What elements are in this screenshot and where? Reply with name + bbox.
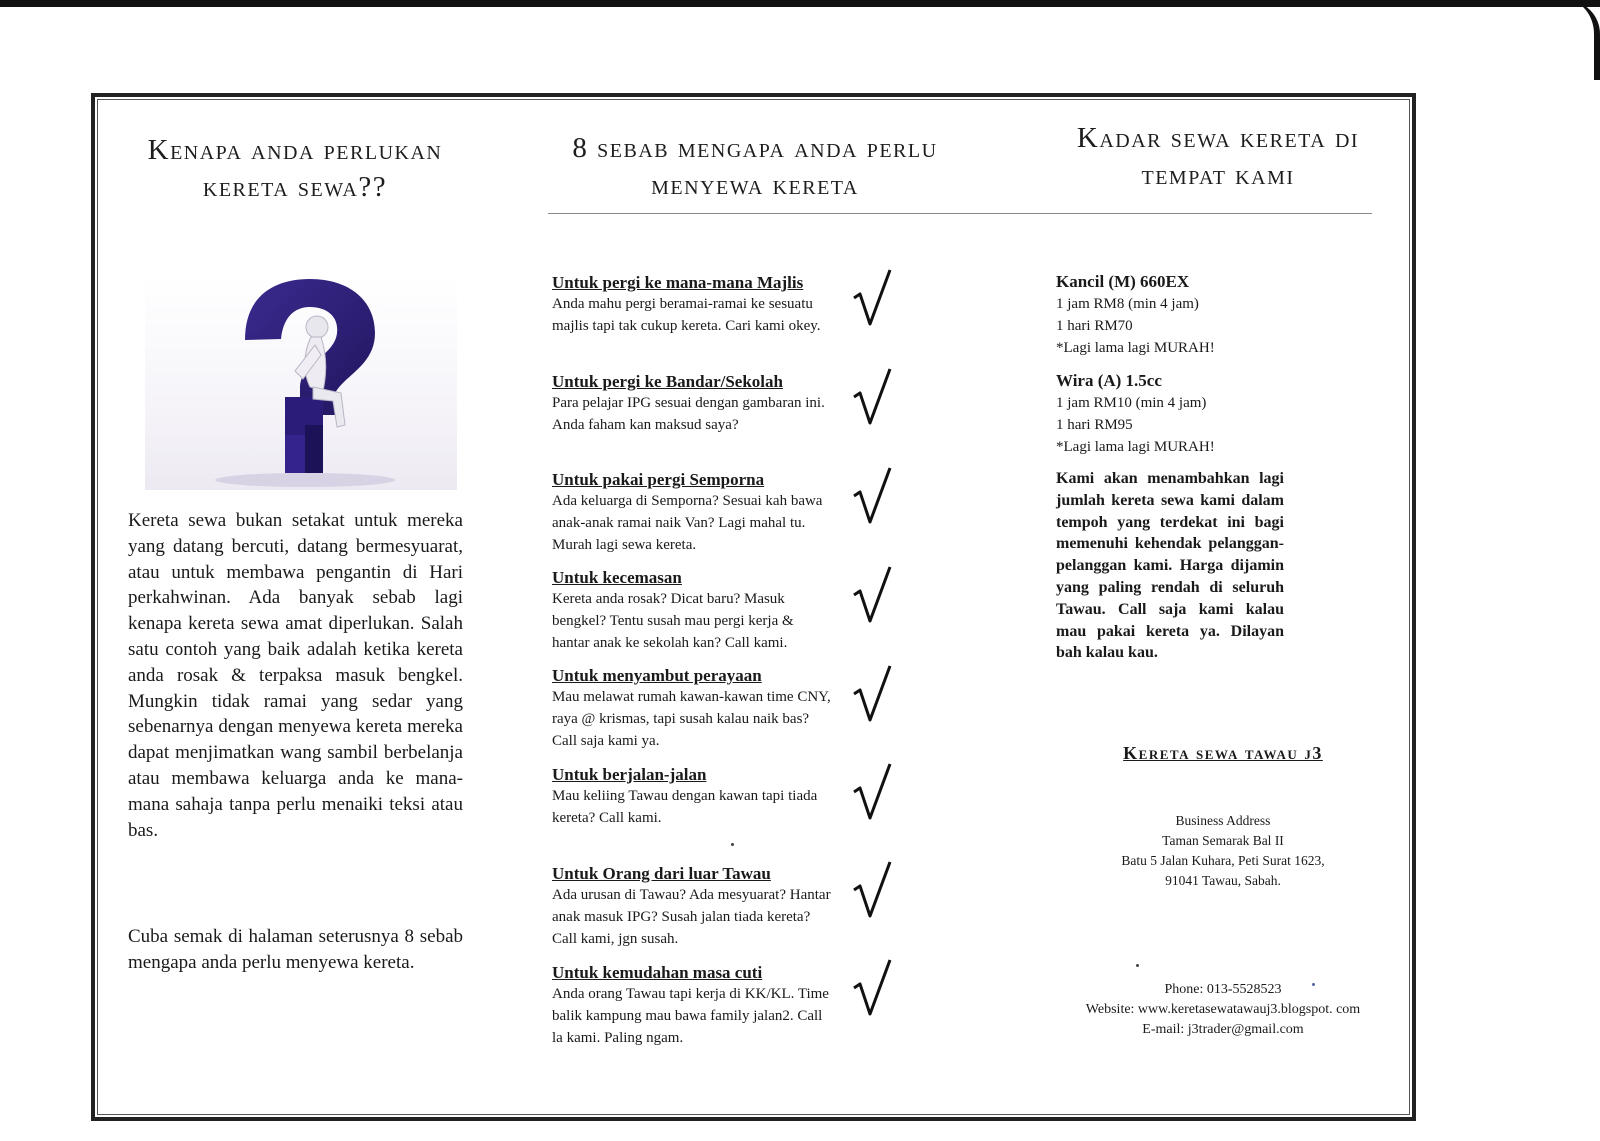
address-line3: 91041 Tawau, Sabah. (1165, 873, 1281, 888)
reason-title: Untuk kemudahan masa cuti (552, 963, 763, 982)
reason-title: Untuk menyambut perayaan (552, 666, 762, 685)
middle-heading-line1: 8 sebab mengapa anda perlu (572, 132, 938, 164)
middle-heading-line2: menyewa kereta (651, 169, 859, 201)
contact-info (1038, 980, 1408, 1040)
heading-rule (548, 213, 1372, 214)
rate-note: *Lagi lama lagi MURAH! (1056, 439, 1215, 455)
reason-description: Ada keluarga di Semporna? Sesuai kah bawa anak-anak ramai naik Van? Lagi mahal tu. Murah lagi sewa kereta. (552, 493, 823, 553)
right-paragraph: Kami akan menambahkan lagi jumlah kereta sewa kami dalam tempoh yang terdekat ini bagi memenuhi kehendak pelanggan-pelanggan kami. Harga dijamin yang paling rendah di seluruh Tawau. Call saja kami kalau mau pakai kereta ya. Dilayan bah kalau kau. (1056, 470, 1284, 662)
scan-corner-edge (1566, 0, 1600, 80)
reason-item (552, 665, 832, 752)
business-name: Kereta sewa tawau j3 (1123, 743, 1323, 763)
scan-speck (731, 843, 734, 846)
phone: Phone: 013-5528523 (1164, 982, 1282, 997)
business-address (1058, 811, 1388, 891)
right-heading (1045, 120, 1391, 194)
middle-heading (530, 130, 980, 204)
reason-item (552, 962, 832, 1049)
website: Website: www.keretasewatawauj3.blogspot. com (1085, 1002, 1361, 1017)
reason-item (552, 764, 832, 829)
reason-description: Para pelajar IPG sesuai dengan gambaran ini. Anda faham kan maksud saya? (552, 395, 825, 433)
left-paragraph-2: Cuba semak di halaman seterusnya 8 sebab mengapa anda perlu menyewa kereta. (128, 926, 463, 973)
address-line2: Batu 5 Jalan Kuhara, Peti Surat 1623, (1121, 853, 1325, 868)
check-mark-icon (852, 860, 894, 922)
left-paragraph-1: Kereta sewa bukan setakat untuk mereka yang datang bercuti, datang bermesyuarat, atau untuk membawa pengantin di Hari perkahwinan. Ada banyak sebab lagi kenapa kereta sewa amat diperlukan. Salah satu contoh yang baik adalah ketika kereta anda rosak & terpaksa masuk bengkel. Mungkin tidak ramai yang sedar yang sebenarnya dengan menyewa kereta mereka dapat menjimatkan wang sambil berbelanja atau membawa keluarga anda ke mana-mana sahaja tanpa perlu menaiki teksi atau bas. (128, 510, 463, 841)
rate-block (1056, 271, 1316, 359)
check-mark-icon (852, 367, 894, 429)
check-mark-icon (852, 664, 894, 726)
reason-description: Kereta anda rosak? Dicat baru? Masuk bengkel? Tentu susah mau pergi kerja & hantar anak ke sekolah kan? Call kami. (552, 591, 794, 651)
right-heading-line1: Kadar sewa kereta di (1076, 122, 1360, 154)
rate-hourly: 1 jam RM8 (min 4 jam) (1056, 296, 1199, 312)
reason-item (552, 272, 832, 337)
scan-speck (1312, 983, 1315, 986)
reason-title: Untuk pergi ke mana-mana Majlis (552, 273, 804, 292)
check-mark-icon (852, 762, 894, 824)
check-mark-icon (852, 466, 894, 528)
rate-daily: 1 hari RM95 (1056, 417, 1133, 433)
reason-description: Ada urusan di Tawau? Ada mesyuarat? Hantar anak masuk IPG? Susah jalan tiada kereta? Call kami, jgn susah. (552, 887, 831, 947)
rate-hourly: 1 jam RM10 (min 4 jam) (1056, 395, 1207, 411)
address-line1: Taman Semarak Bal II (1162, 833, 1284, 848)
check-mark-icon (852, 268, 894, 330)
reason-title: Untuk Orang dari luar Tawau (552, 864, 771, 883)
email: E-mail: j3trader@gmail.com (1142, 1022, 1304, 1037)
reason-title: Untuk pergi ke Bandar/Sekolah (552, 372, 783, 391)
reason-title: Untuk berjalan-jalan (552, 765, 707, 784)
reason-item (552, 469, 832, 556)
reason-item (552, 567, 832, 654)
right-heading-line2: tempat kami (1141, 159, 1295, 191)
reason-description: Mau keliing Tawau dengan kawan tapi tiada kereta? Call kami. (552, 788, 818, 826)
reason-title: Untuk pakai pergi Semporna (552, 470, 765, 489)
address-label: Business Address (1175, 813, 1271, 828)
reason-description: Anda mahu pergi beramai-ramai ke sesuatu majlis tapi tak cukup kereta. Cari kami okey. (552, 296, 821, 334)
rate-daily: 1 hari RM70 (1056, 318, 1133, 334)
reason-item (552, 371, 832, 436)
reason-description: Anda orang Tawau tapi kerja di KK/KL. Time balik kampung mau bawa family jalan2. Call la kami. Paling ngam. (552, 986, 829, 1046)
rate-car-name: Kancil (M) 660EX (1056, 272, 1190, 291)
reason-item (552, 863, 832, 950)
left-heading (122, 132, 468, 206)
reason-title: Untuk kecemasan (552, 568, 682, 587)
rate-block (1056, 370, 1316, 458)
rate-car-name: Wira (A) 1.5cc (1056, 371, 1162, 390)
question-mark-figure-svg (145, 275, 457, 490)
left-heading-line1: Kenapa anda perlukan (147, 134, 443, 166)
check-mark-icon (852, 958, 894, 1020)
left-heading-line2: kereta sewa?? (202, 171, 388, 203)
rate-note: *Lagi lama lagi MURAH! (1056, 340, 1215, 356)
reason-description: Mau melawat rumah kawan-kawan time CNY, raya @ krismas, tapi susah kalau naik bas? Call saja kami ya. (552, 689, 831, 749)
question-mark-figure-icon (145, 275, 457, 490)
scan-speck (1136, 964, 1139, 967)
check-mark-icon (852, 565, 894, 627)
scan-top-edge (0, 0, 1600, 7)
